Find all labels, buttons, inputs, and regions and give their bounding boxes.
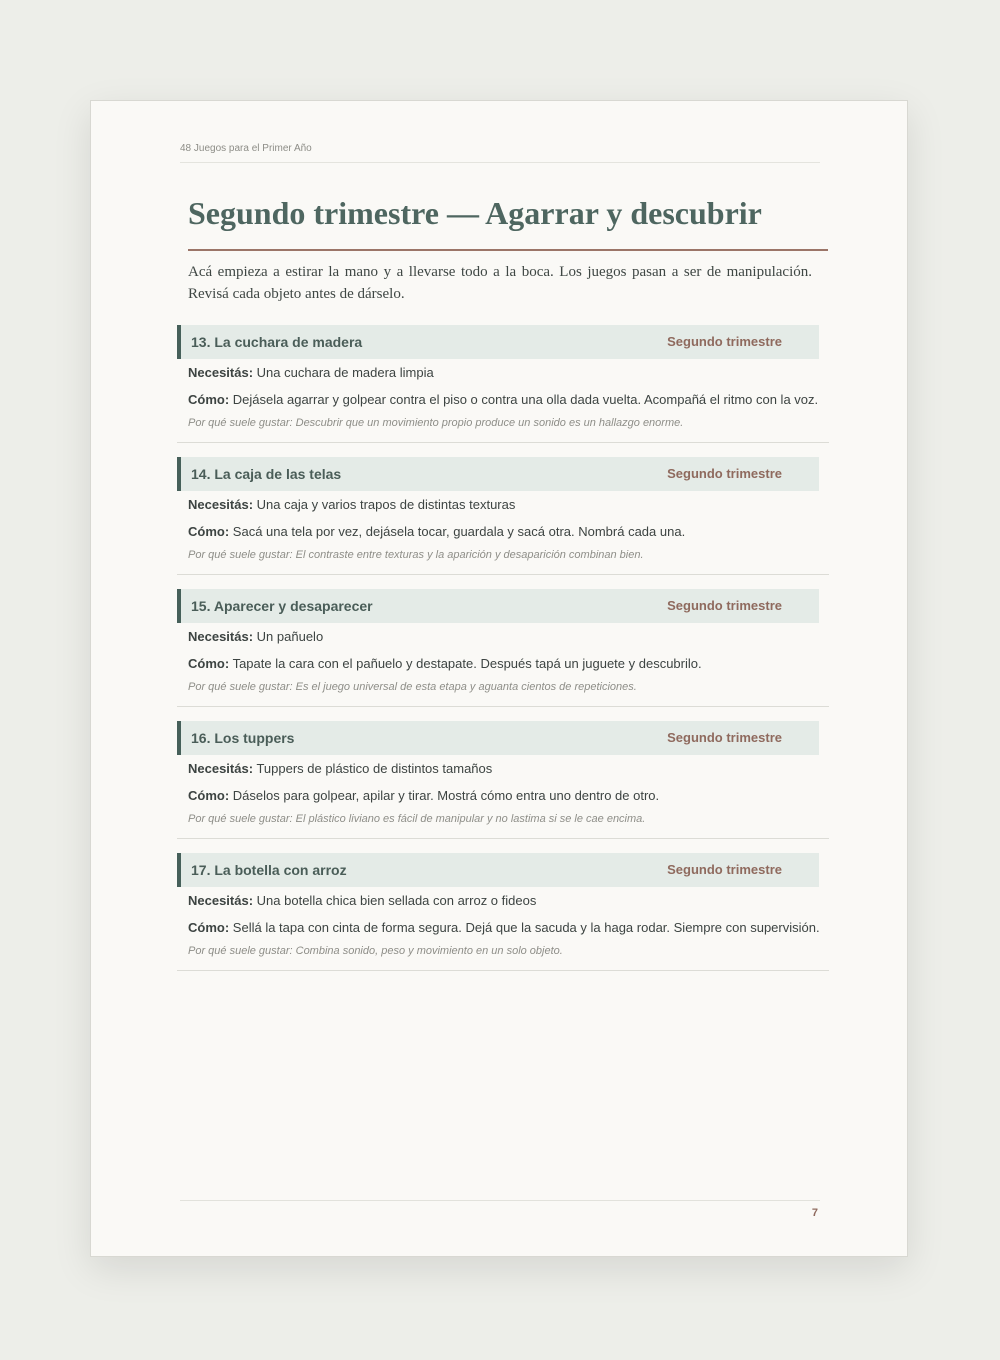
needs-label: Necesitás: <box>188 365 254 380</box>
game-card <box>177 325 829 443</box>
game-card <box>177 721 829 839</box>
needs-label: Necesitás: <box>188 761 254 776</box>
title-underline <box>188 249 828 251</box>
game-needs <box>188 627 829 647</box>
game-header <box>177 325 819 359</box>
games-list <box>177 325 829 985</box>
game-note: Por qué suele gustar: Descubrir que un movimiento propio produce un sonido es un hallazgo enorme. <box>188 417 684 429</box>
game-body <box>177 359 829 442</box>
game-header <box>177 721 819 755</box>
game-note: Por qué suele gustar: Combina sonido, peso y movimiento en un solo objeto. <box>188 945 563 957</box>
game-header <box>177 853 819 887</box>
how-text: Dejásela agarrar y golpear contra el piso o contra una olla dada vuelta. Acompañá el ritmo con la voz. <box>232 391 819 407</box>
game-needs <box>188 363 829 383</box>
game-how <box>188 522 829 542</box>
needs-text: Una caja y varios trapos de distintas texturas <box>256 497 516 512</box>
game-body <box>177 491 829 574</box>
how-text: Tapate la cara con el pañuelo y destapate. Después tapá un juguete y descubrilo. <box>232 655 702 671</box>
section-intro: Acá empieza a estirar la mano y a llevarse todo a la boca. Los juegos pasan a ser de manipulación. Revisá cada objeto antes de dárselo. <box>188 264 812 302</box>
how-text: Dáselos para golpear, apilar y tirar. Mostrá cómo entra uno dentro de otro. <box>232 787 660 803</box>
game-stage-tag: Segundo trimestre <box>667 466 782 481</box>
game-header <box>177 589 819 623</box>
game-needs <box>188 759 829 779</box>
how-label: Cómo: <box>188 919 230 935</box>
game-title: 13. La cuchara de madera <box>191 334 363 350</box>
footer-divider <box>180 1200 820 1201</box>
running-header: 48 Juegos para el Primer Año <box>180 143 820 163</box>
how-label: Cómo: <box>188 655 230 671</box>
game-note: Por qué suele gustar: El contraste entre texturas y la aparición y desaparición combinan bien. <box>188 549 644 561</box>
game-card <box>177 457 829 575</box>
game-card <box>177 589 829 707</box>
section-title: Segundo trimestre — Agarrar y descubrir <box>188 195 762 231</box>
page-number: 7 <box>811 1207 818 1219</box>
game-title: 16. Los tuppers <box>191 730 295 746</box>
how-text: Sacá una tela por vez, dejásela tocar, guardala y sacá otra. Nombrá cada una. <box>232 523 686 539</box>
needs-text: Tuppers de plástico de distintos tamaños <box>256 761 493 776</box>
game-how <box>188 654 829 674</box>
how-text: Sellá la tapa con cinta de forma segura. Dejá que la sacuda y la haga rodar. Siempre con supervisión. <box>232 919 820 935</box>
needs-text: Una cuchara de madera limpia <box>256 365 434 380</box>
needs-label: Necesitás: <box>188 497 254 512</box>
game-card <box>177 853 829 971</box>
game-note: Por qué suele gustar: Es el juego universal de esta etapa y aguanta cientos de repeticiones. <box>188 681 637 693</box>
game-how <box>188 390 829 410</box>
how-label: Cómo: <box>188 787 230 803</box>
game-title: 14. La caja de las telas <box>191 466 342 482</box>
game-how <box>188 918 829 938</box>
needs-text: Un pañuelo <box>256 629 324 644</box>
game-how <box>188 786 829 806</box>
game-body <box>177 887 829 970</box>
needs-text: Una botella chica bien sellada con arroz o fideos <box>256 893 537 908</box>
game-stage-tag: Segundo trimestre <box>667 598 782 613</box>
how-label: Cómo: <box>188 391 230 407</box>
needs-label: Necesitás: <box>188 893 254 908</box>
game-title: 17. La botella con arroz <box>191 862 347 878</box>
game-note: Por qué suele gustar: El plástico liviano es fácil de manipular y no lastima si se le cae encima. <box>188 813 646 825</box>
game-stage-tag: Segundo trimestre <box>667 334 782 349</box>
game-body <box>177 755 829 838</box>
game-title: 15. Aparecer y desaparecer <box>191 598 373 614</box>
game-needs <box>188 495 829 515</box>
document-page <box>90 100 908 1257</box>
how-label: Cómo: <box>188 523 230 539</box>
game-needs <box>188 891 829 911</box>
game-stage-tag: Segundo trimestre <box>667 862 782 877</box>
game-header <box>177 457 819 491</box>
needs-label: Necesitás: <box>188 629 254 644</box>
game-stage-tag: Segundo trimestre <box>667 730 782 745</box>
game-body <box>177 623 829 706</box>
